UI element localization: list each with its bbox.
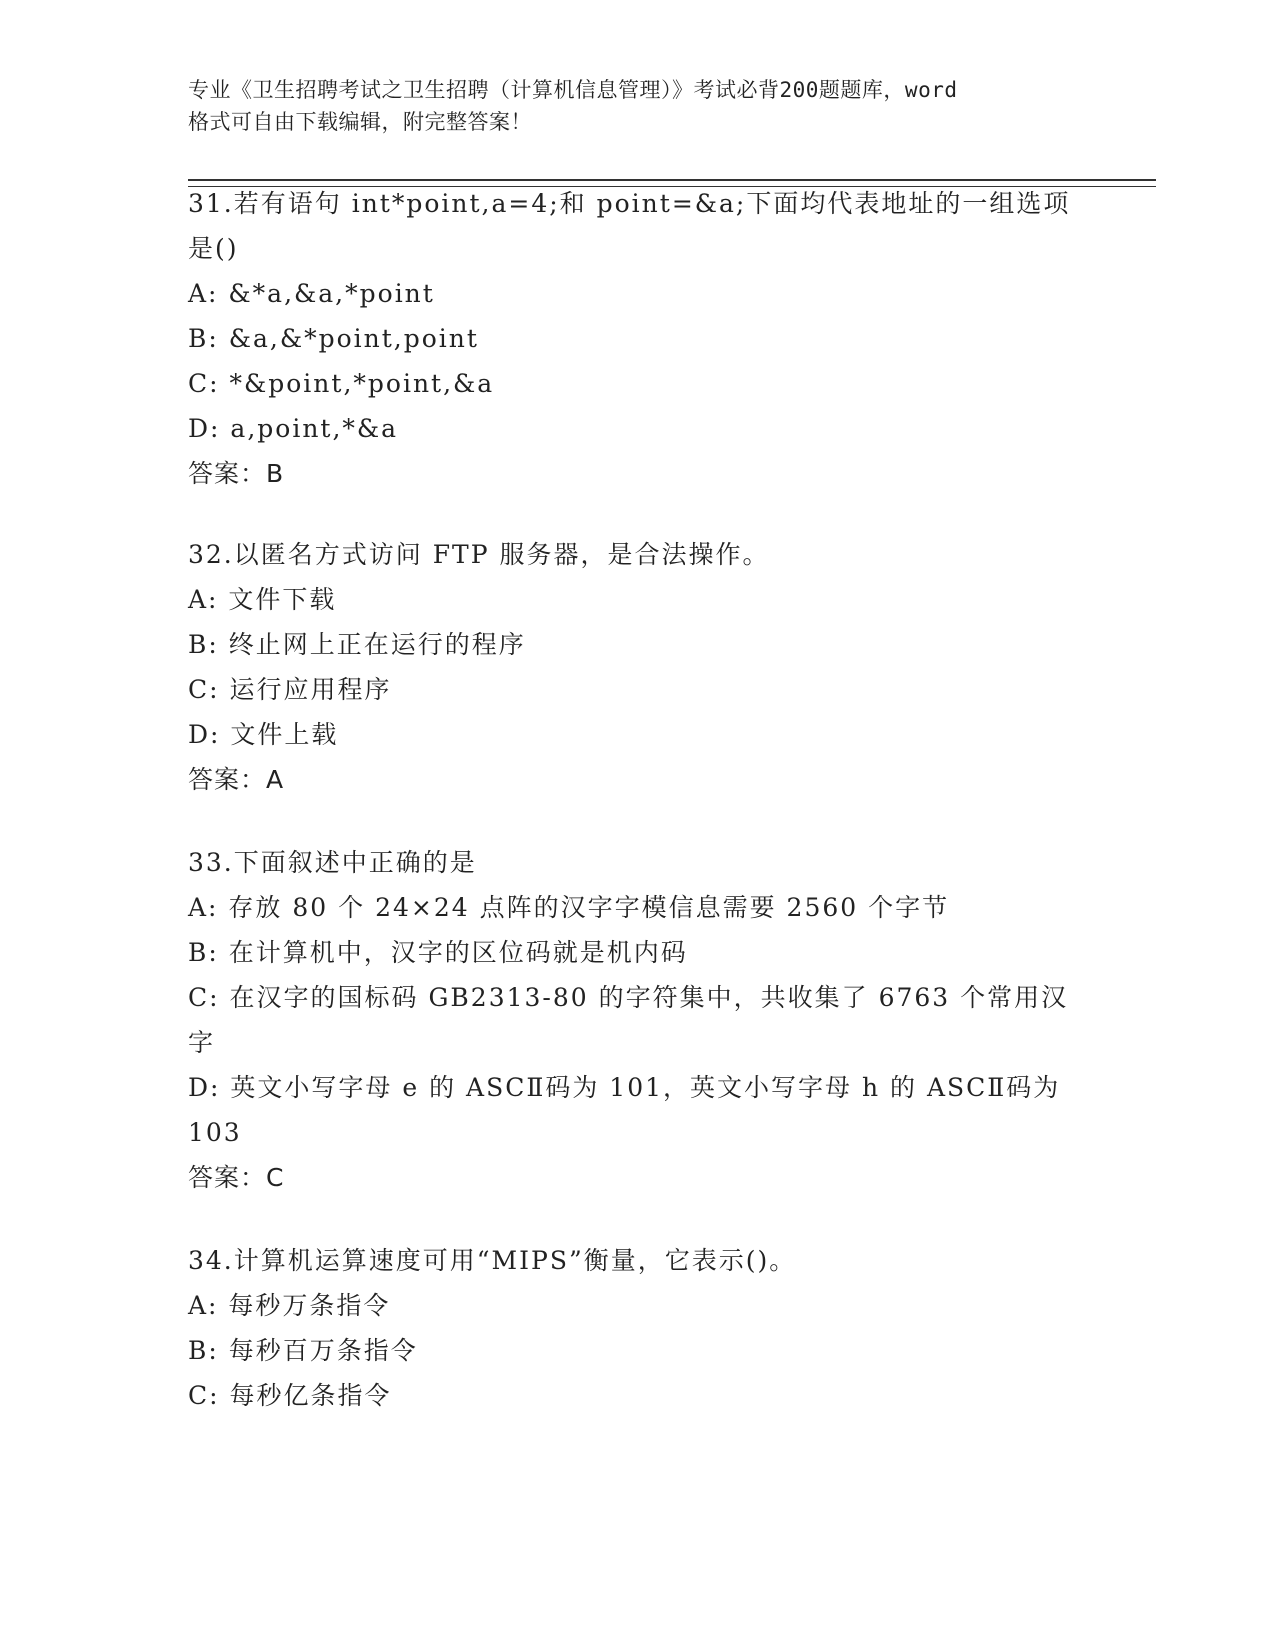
question-stem: 32.以匿名方式访问 FTP 服务器，是合法操作。 <box>188 540 770 569</box>
question-stem: 34.计算机运算速度可用“MIPS”衡量，它表示()。 <box>188 1246 797 1275</box>
question-34 <box>188 1238 1088 1418</box>
option-b: B: 每秒百万条指令 <box>188 1336 418 1365</box>
question-stem: 31.若有语句 int*point,a=4;和 point=&a;下面均代表地址的一组选项 <box>188 189 1071 218</box>
answer: 答案：A <box>188 765 285 794</box>
question-stem-continued: 是() <box>188 234 239 263</box>
question-33 <box>188 840 1088 1200</box>
question-stem: 33.下面叙述中正确的是 <box>188 848 477 877</box>
option-c: C: 运行应用程序 <box>188 675 392 704</box>
header-line-2: 格式可自由下载编辑，附完整答案！ <box>188 110 532 134</box>
option-d: D: 文件上载 <box>188 720 339 749</box>
option-c: C: 每秒亿条指令 <box>188 1381 392 1410</box>
option-a: A: 存放 80 个 24×24 点阵的汉字字模信息需要 2560 个字节 <box>188 893 950 922</box>
question-31 <box>188 181 1088 496</box>
option-b: B: 终止网上正在运行的程序 <box>188 630 526 659</box>
option-c: C: *&point,*point,&a <box>188 369 495 398</box>
option-b: B: 在计算机中，汉字的区位码就是机内码 <box>188 938 688 967</box>
option-b: B: &a,&*point,point <box>188 324 479 353</box>
option-a: A: &*a,&a,*point <box>188 279 435 308</box>
document-header <box>188 74 1088 138</box>
option-d: D: a,point,*&a <box>188 414 399 443</box>
option-c-continued: 字 <box>188 1028 216 1057</box>
header-line-1: 专业《卫生招聘考试之卫生招聘（计算机信息管理）》考试必背200题题库，word <box>188 78 958 102</box>
option-c: C: 在汉字的国标码 GB2313-80 的字符集中，共收集了 6763 个常用汉 <box>188 983 1069 1012</box>
option-d: D: 英文小写字母 e 的 ASCⅡ码为 101，英文小写字母 h 的 ASCⅡ码为 <box>188 1073 1061 1102</box>
answer: 答案：C <box>188 1163 285 1192</box>
question-32 <box>188 532 1088 802</box>
option-d-continued: 103 <box>188 1118 242 1147</box>
option-a: A: 每秒万条指令 <box>188 1291 391 1320</box>
option-a: A: 文件下载 <box>188 585 337 614</box>
answer: 答案：B <box>188 459 285 488</box>
